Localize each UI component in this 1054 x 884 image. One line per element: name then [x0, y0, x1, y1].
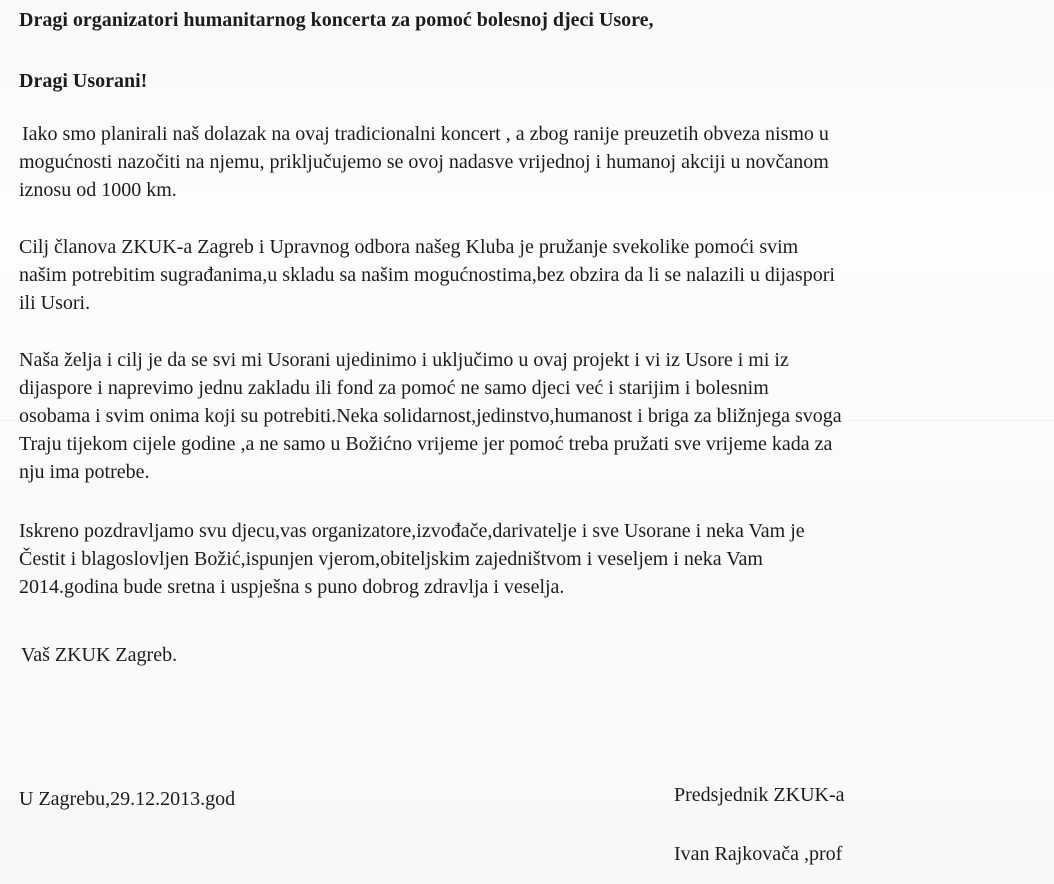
paragraph-line: Iskreno pozdravljamo svu djecu,vas organizatore,izvođače,darivatelje i sve Usorane i neka Vam je: [19, 520, 805, 542]
paragraph-line: dijaspore i naprevimo jednu zakladu ili fond za pomoć ne samo djeci već i starijim i bolesnim: [19, 377, 769, 399]
paragraph-greetings: [19, 517, 1044, 601]
paragraph-line: iznosu od 1000 km.: [19, 179, 177, 201]
salutation-organizers: Dragi organizatori humanitarnog koncerta za pomoć bolesnoj djeci Usore,: [19, 9, 654, 31]
paragraph-donation: [19, 120, 1047, 204]
closing-line: Vaš ZKUK Zagreb.: [21, 644, 178, 666]
salutation-usorani: Dragi Usorani!: [19, 70, 148, 92]
paragraph-line: 2014.godina bude sretna i uspješna s puno dobrog zdravlja i veselja.: [19, 576, 565, 598]
paragraph-line: osobama i svim onima koji su potrebiti.Neka solidarnost,jedinstvo,humanost i briga za bližnjega svoga: [19, 405, 842, 427]
signatory-title: Predsjednik ZKUK-a: [674, 784, 845, 806]
place-date: U Zagrebu,29.12.2013.god: [19, 788, 236, 810]
paragraph-goal: [19, 233, 1044, 317]
paragraph-line: Cilj članova ZKUK-a Zagreb i Upravnog odbora našeg Kluba je pružanje svekolike pomoći svim: [19, 236, 799, 258]
paragraph-line: Čestit i blagoslovljen Božić,ispunjen vjerom,obiteljskim zajedništvom i veseljem i neka Vam: [19, 548, 763, 570]
paragraph-line: mogućnosti nazočiti na njemu, priključujemo se ovoj nadasve vrijednoj i humanoj akciji u novčanom: [19, 151, 829, 173]
paragraph-wish: [19, 346, 1044, 486]
paragraph-line: Naša želja i cilj je da se svi mi Usorani ujedinimo i uključimo u ovaj projekt i vi iz Usore i mi iz: [19, 349, 789, 371]
paragraph-line: Iako smo planirali naš dolazak na ovaj tradicionalni koncert , a zbog ranije preuzetih obveza nismo u: [22, 123, 829, 145]
paragraph-line: nju ima potrebe.: [19, 461, 150, 483]
paragraph-line: ili Usori.: [19, 292, 91, 314]
paragraph-line: našim potrebitim sugrađanima,u skladu sa našim mogućnostima,bez obzira da li se nalazili u dijaspori: [19, 264, 835, 286]
signatory-name: Ivan Rajkovača ,prof: [674, 843, 843, 865]
paragraph-line: Traju tijekom cijele godine ,a ne samo u Božićno vrijeme jer pomoć treba pružati sve vrijeme kada za: [19, 433, 833, 455]
